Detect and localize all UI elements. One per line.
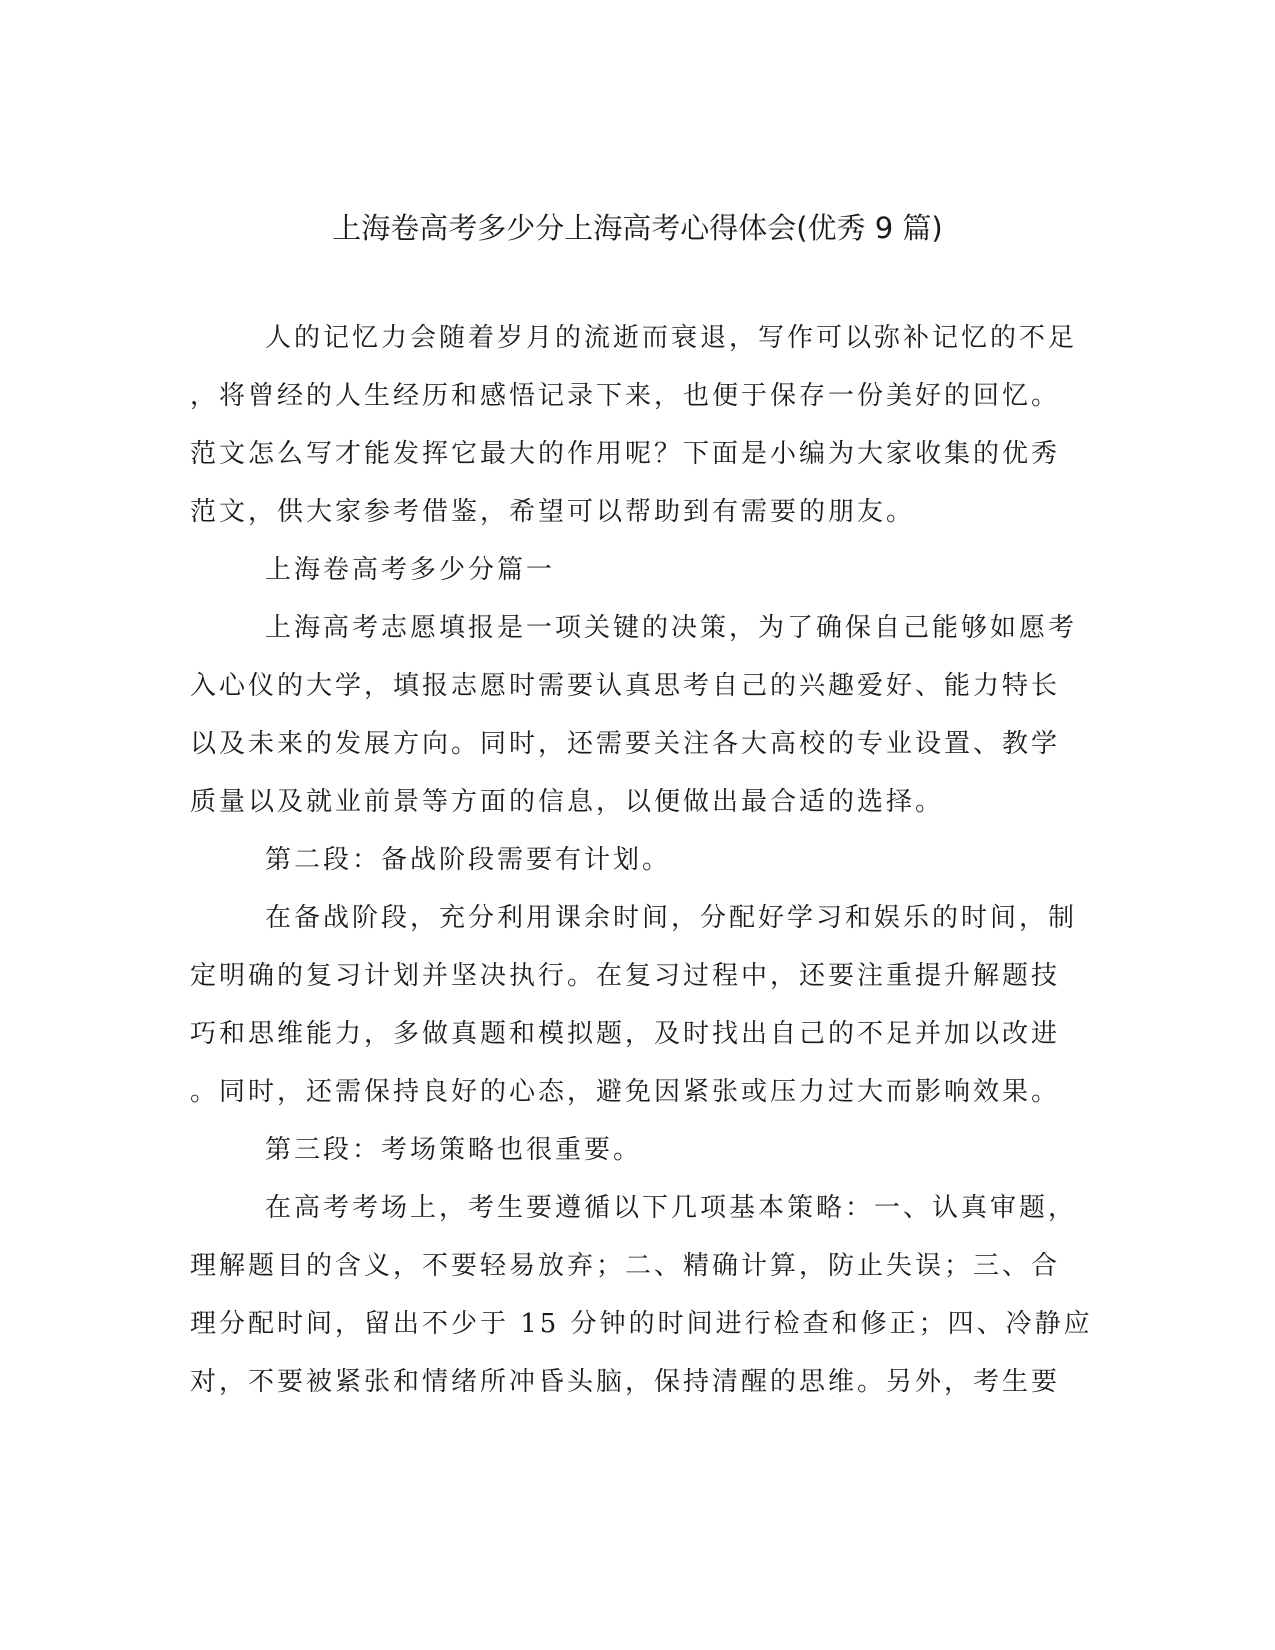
section-heading: 上海卷高考多少分篇一 [265,555,556,585]
paragraph-line: 质量以及就业前景等方面的信息，以便做出最合适的选择。 [190,787,945,817]
paragraph-line: 对，不要被紧张和情绪所冲昏头脑，保持清醒的思维。另外，考生要 [190,1367,1061,1397]
paragraph-line: 巧和思维能力，多做真题和模拟题，及时找出自己的不足并加以改进 [190,1019,1061,1049]
paragraph-line: 。同时，还需保持良好的心态，避免因紧张或压力过大而影响效果。 [190,1077,1061,1107]
paragraph-line: ，将曾经的人生经历和感悟记录下来，也便于保存一份美好的回忆。 [190,381,1061,411]
paragraph-line: 理分配时间，留出不少于 15 分钟的时间进行检查和修正；四、冷静应 [190,1309,1093,1339]
paragraph-line: 范文，供大家参考借鉴，希望可以帮助到有需要的朋友。 [190,497,916,527]
paragraph-line: 理解题目的含义，不要轻易放弃；二、精确计算，防止失误；三、合 [190,1251,1061,1281]
paragraph-line: 在备战阶段，充分利用课余时间，分配好学习和娱乐的时间，制 [265,903,1078,933]
paragraph-line: 定明确的复习计划并坚决执行。在复习过程中，还要注重提升解题技 [190,961,1061,991]
paragraph-line: 人的记忆力会随着岁月的流逝而衰退，写作可以弥补记忆的不足 [265,323,1078,353]
paragraph-line: 上海高考志愿填报是一项关键的决策，为了确保自己能够如愿考 [265,613,1078,643]
document-title: 上海卷高考多少分上海高考心得体会(优秀 9 篇) [332,211,943,245]
paragraph-line: 在高考考场上，考生要遵循以下几项基本策略：一、认真审题， [265,1193,1078,1223]
section-heading: 第三段：考场策略也很重要。 [265,1135,643,1165]
paragraph-line: 入心仪的大学，填报志愿时需要认真思考自己的兴趣爱好、能力特长 [190,671,1061,701]
paragraph-line: 以及未来的发展方向。同时，还需要关注各大高校的专业设置、教学 [190,729,1061,759]
paragraph-line: 范文怎么写才能发挥它最大的作用呢？下面是小编为大家收集的优秀 [190,439,1061,469]
section-heading: 第二段：备战阶段需要有计划。 [265,845,672,875]
